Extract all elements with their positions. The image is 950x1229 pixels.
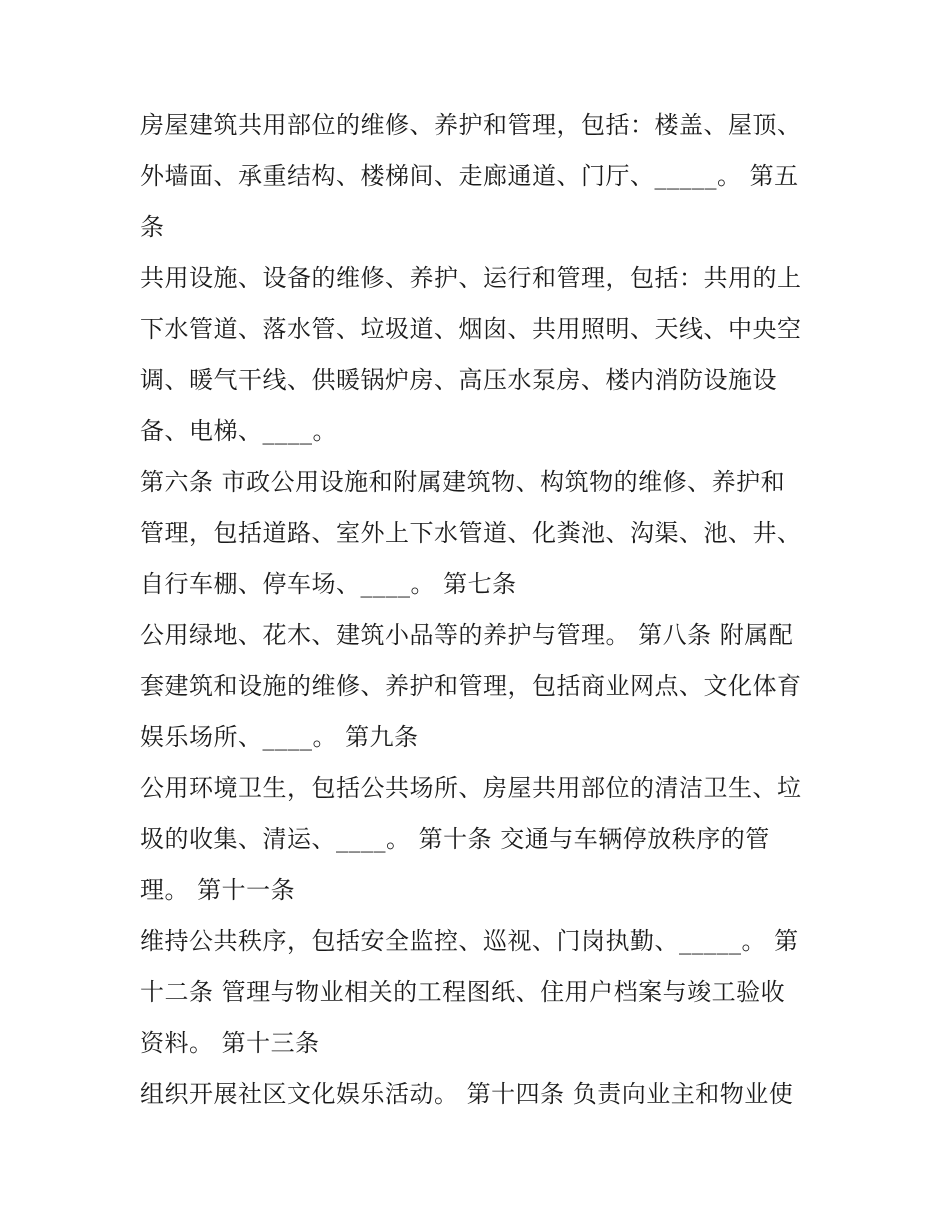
text-line: 下水管道、落水管、垃圾道、烟囱、共用照明、天线、中央空 [140,315,802,343]
text-line: 理。 第十一条 [140,876,296,904]
text-line: 房屋建筑共用部位的维修、养护和管理，包括：楼盖、屋顶、 [140,111,802,139]
text-line: 条 [140,213,165,241]
text-line: 维持公共秩序，包括安全监控、巡视、门岗执勤、_____。 第 [140,927,799,955]
text-line: 共用设施、设备的维修、养护、运行和管理，包括：共用的上 [140,264,802,292]
text-line: 备、电梯、____。 [140,417,337,445]
text-line: 调、暖气干线、供暖锅炉房、高压水泵房、楼内消防设施设 [140,366,777,394]
text-line: 十二条 管理与物业相关的工程图纸、住用户档案与竣工验收 [140,978,786,1006]
text-line: 公用绿地、花木、建筑小品等的养护与管理。 第八条 附属配 [140,621,794,649]
text-line: 管理，包括道路、室外上下水管道、化粪池、沟渠、池、井、 [140,519,802,547]
text-line: 第六条 市政公用设施和附属建筑物、构筑物的维修、养护和 [140,468,786,496]
document-body [140,100,820,1120]
text-line: 套建筑和设施的维修、养护和管理，包括商业网点、文化体育 [140,672,802,700]
text-line: 圾的收集、清运、____。 第十条 交通与车辆停放秩序的管 [140,825,770,853]
text-line: 自行车棚、停车场、____。 第七条 [140,570,517,598]
text-line: 组织开展社区文化娱乐活动。 第十四条 负责向业主和物业使 [140,1080,794,1108]
text-line: 公用环境卫生，包括公共场所、房屋共用部位的清洁卫生、垃 [140,774,802,802]
text-line: 资料。 第十三条 [140,1029,320,1057]
text-line: 外墙面、承重结构、楼梯间、走廊通道、门厅、_____。 第五 [140,162,799,190]
text-line: 娱乐场所、____。 第九条 [140,723,419,751]
